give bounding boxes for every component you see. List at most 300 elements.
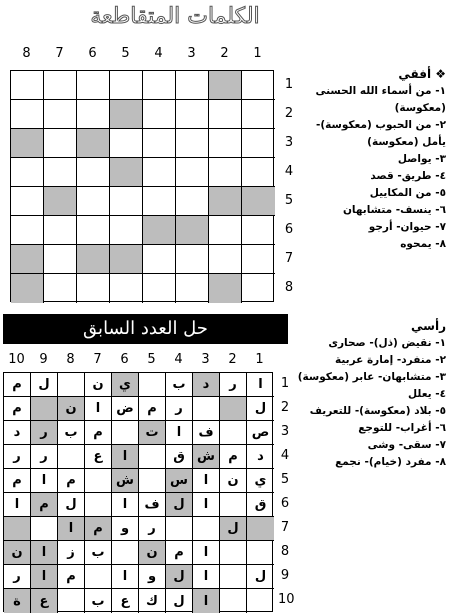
solution-letter: ن (65, 401, 77, 416)
row-number: 6 (280, 496, 290, 511)
grid-cell[interactable] (242, 100, 275, 129)
solution-letter: ق (173, 449, 185, 464)
grid-cell (139, 373, 166, 397)
black-cell (242, 187, 275, 216)
grid-cell (139, 469, 166, 493)
black-cell (209, 274, 242, 303)
grid-cell[interactable] (77, 187, 110, 216)
solution-grid (3, 372, 273, 612)
solution-letter: ة (13, 593, 21, 609)
solution-letter: ب (172, 377, 186, 392)
grid-cell[interactable] (209, 100, 242, 129)
grid-cell (166, 445, 193, 469)
solution-letter: ل (173, 497, 185, 512)
grid-cell (58, 469, 85, 493)
clue-item: ٢- منفرد- إمارة عربية (335, 354, 446, 366)
grid-cell (220, 469, 247, 493)
grid-cell (193, 421, 220, 445)
grid-cell[interactable] (143, 245, 176, 274)
grid-cell (112, 517, 139, 541)
grid-cell (247, 541, 274, 565)
row-number: 7 (284, 250, 294, 266)
grid-cell (247, 421, 274, 445)
column-number: 2 (220, 46, 229, 61)
grid-cell (166, 541, 193, 565)
puzzle-row-numbers (282, 70, 296, 302)
grid-cell (247, 397, 274, 421)
grid-cell (85, 541, 112, 565)
grid-cell (166, 397, 193, 421)
column-number: 6 (120, 352, 129, 367)
grid-cell[interactable] (176, 274, 209, 303)
grid-cell[interactable] (176, 245, 209, 274)
solution-letter: ر (13, 569, 21, 584)
grid-cell (58, 541, 85, 565)
black-cell (4, 517, 31, 541)
grid-cell (31, 469, 58, 493)
column-number: 8 (22, 46, 31, 61)
solution-letter: ا (41, 545, 47, 560)
solution-letter: ع (93, 449, 103, 464)
grid-cell[interactable] (176, 100, 209, 129)
grid-cell (31, 373, 58, 397)
solution-letter: ل (173, 593, 185, 609)
grid-cell (247, 445, 274, 469)
solution-letter: ا (203, 473, 209, 488)
solution-letter: ر (229, 377, 237, 392)
solution-letter: ن (227, 473, 239, 488)
black-cell (193, 373, 220, 397)
black-cell (4, 541, 31, 565)
solution-letter: ا (258, 377, 263, 392)
grid-cell[interactable] (110, 129, 143, 158)
across-heading-label: أفقي (398, 67, 432, 81)
solution-letter: ك (146, 593, 158, 609)
solution-letter: ا (95, 401, 101, 416)
clue-item: ٤- طريق- قصد (370, 170, 446, 182)
solution-letter: م (39, 497, 49, 512)
grid-cell (31, 517, 58, 541)
solution-letter: ر (13, 449, 21, 464)
solution-letter: ق (254, 497, 267, 512)
black-cell (220, 517, 247, 541)
black-cell (166, 469, 193, 493)
grid-cell (112, 589, 139, 613)
black-cell (44, 187, 77, 216)
grid-cell[interactable] (110, 274, 143, 303)
solution-row-numbers (278, 372, 295, 612)
grid-cell (4, 373, 31, 397)
grid-cell (85, 469, 112, 493)
grid-cell (139, 565, 166, 589)
grid-cell[interactable] (44, 158, 77, 187)
column-number: 2 (228, 352, 237, 367)
grid-cell (139, 445, 166, 469)
solution-letter: ا (122, 449, 128, 464)
grid-cell[interactable] (110, 216, 143, 245)
grid-cell[interactable] (44, 245, 77, 274)
solution-letter: ا (203, 593, 209, 609)
grid-cell[interactable] (143, 158, 176, 187)
column-number: 10 (8, 352, 25, 367)
grid-cell[interactable] (176, 187, 209, 216)
black-cell (209, 187, 242, 216)
grid-cell (247, 493, 274, 517)
solution-letter: ف (198, 425, 214, 440)
grid-cell (166, 373, 193, 397)
solution-letter: م (12, 473, 22, 488)
solution-letter: ل (65, 497, 77, 512)
clue-item: ٧- حيوان- أرجو (368, 221, 446, 233)
clue-item: ٦- ينسف- متشابهان (342, 204, 446, 216)
puzzle-grid[interactable] (10, 70, 274, 302)
grid-cell (112, 397, 139, 421)
grid-cell[interactable] (77, 274, 110, 303)
grid-cell (220, 373, 247, 397)
grid-cell (85, 493, 112, 517)
grid-cell[interactable] (77, 100, 110, 129)
black-cell (11, 274, 44, 303)
solution-letter: ص (251, 425, 270, 440)
solution-letter: ر (175, 401, 183, 416)
grid-cell[interactable] (143, 129, 176, 158)
black-cell (139, 421, 166, 445)
clue-item: ٨- مفرد (خيام)- نجمع (335, 456, 446, 468)
solution-letter: ف (144, 497, 160, 512)
grid-cell[interactable] (77, 158, 110, 187)
solution-letter: ا (203, 569, 209, 584)
clue-item: ٥- بلاد (معكوسة)- للتعريف (309, 405, 446, 417)
grid-cell (58, 589, 85, 613)
solution-letter: ب (91, 545, 105, 560)
solution-letter: ب (91, 593, 105, 609)
grid-cell[interactable] (11, 187, 44, 216)
grid-cell (247, 589, 274, 613)
solution-letter: ل (38, 377, 50, 392)
solution-letter: م (66, 569, 76, 584)
grid-cell (220, 445, 247, 469)
solution-letter: ا (203, 497, 209, 512)
grid-cell (4, 469, 31, 493)
grid-cell (139, 397, 166, 421)
grid-cell (85, 589, 112, 613)
grid-cell[interactable] (11, 216, 44, 245)
solution-letter: م (66, 473, 76, 488)
grid-cell (4, 493, 31, 517)
column-number: 7 (55, 46, 64, 61)
black-cell (85, 517, 112, 541)
black-cell (11, 129, 44, 158)
grid-cell (247, 373, 274, 397)
clue-item: ٥- من المكاييل (369, 187, 446, 199)
across-heading: ❖ أفقي (398, 67, 446, 81)
grid-cell[interactable] (242, 129, 275, 158)
solution-column-numbers (3, 352, 267, 368)
grid-cell (85, 397, 112, 421)
solution-letter: ا (203, 545, 209, 560)
grid-cell[interactable] (44, 274, 77, 303)
solution-letter: س (170, 473, 188, 488)
solution-letter: ا (122, 569, 128, 584)
grid-cell[interactable] (44, 129, 77, 158)
grid-cell[interactable] (110, 187, 143, 216)
grid-cell[interactable] (143, 71, 176, 100)
grid-cell[interactable] (11, 100, 44, 129)
black-cell (166, 565, 193, 589)
black-cell (31, 493, 58, 517)
grid-cell[interactable] (77, 71, 110, 100)
solution-letter: ب (64, 425, 78, 440)
grid-cell (220, 493, 247, 517)
grid-cell (220, 589, 247, 613)
row-number: 7 (280, 520, 290, 535)
solution-letter: ز (67, 545, 75, 560)
solution-letter: ش (197, 449, 215, 464)
clue-item: ٧- سقى- وشى (367, 439, 446, 451)
solution-letter: ا (68, 521, 74, 536)
grid-cell (4, 445, 31, 469)
grid-cell (166, 589, 193, 613)
solution-letter: ا (176, 425, 182, 440)
black-cell (77, 129, 110, 158)
row-number: 3 (284, 134, 294, 150)
solution-letter: م (228, 449, 238, 464)
grid-cell[interactable] (11, 71, 44, 100)
grid-cell (193, 493, 220, 517)
grid-cell[interactable] (209, 158, 242, 187)
solution-letter: ن (11, 545, 23, 560)
column-number: 4 (154, 46, 163, 61)
grid-cell[interactable] (143, 100, 176, 129)
solution-letter: ي (254, 473, 267, 488)
grid-cell[interactable] (242, 274, 275, 303)
solution-title: حل العدد السابق (3, 314, 288, 344)
grid-cell (220, 565, 247, 589)
row-number: 2 (284, 105, 294, 121)
solution-letter: ل (254, 401, 267, 416)
solution-letter: ن (146, 545, 158, 560)
grid-cell (139, 493, 166, 517)
solution-letter: ل (173, 569, 185, 584)
solution-letter: ا (122, 497, 128, 512)
grid-cell (85, 565, 112, 589)
black-cell (176, 216, 209, 245)
column-number: 4 (174, 352, 183, 367)
grid-cell (193, 397, 220, 421)
grid-cell (112, 421, 139, 445)
grid-cell[interactable] (143, 187, 176, 216)
solution-letter: ر (148, 521, 156, 536)
black-cell (31, 421, 58, 445)
solution-letter: ا (41, 473, 47, 488)
black-cell (31, 589, 58, 613)
grid-cell (31, 445, 58, 469)
puzzle-column-numbers (10, 46, 266, 62)
grid-cell[interactable] (242, 245, 275, 274)
column-number: 5 (121, 46, 130, 61)
black-cell (11, 245, 44, 274)
black-cell (166, 493, 193, 517)
solution-letter: ت (145, 425, 159, 440)
grid-cell[interactable] (110, 71, 143, 100)
grid-cell[interactable] (77, 216, 110, 245)
solution-letter: ا (14, 497, 20, 512)
black-cell (58, 517, 85, 541)
row-number: 4 (280, 448, 290, 463)
solution-letter: ض (116, 401, 134, 416)
grid-cell[interactable] (209, 216, 242, 245)
grid-cell (58, 493, 85, 517)
row-number: 9 (280, 568, 290, 583)
grid-cell (112, 493, 139, 517)
black-cell (112, 445, 139, 469)
row-number: 3 (280, 424, 290, 439)
column-number: 3 (187, 46, 196, 61)
grid-cell[interactable] (11, 158, 44, 187)
grid-cell (85, 373, 112, 397)
grid-cell[interactable] (209, 129, 242, 158)
down-heading: رأسي (411, 319, 446, 333)
clue-item: ٨- يمحوه (400, 238, 446, 250)
column-number: 5 (147, 352, 156, 367)
black-cell (193, 445, 220, 469)
clue-item: ٤- يعلل (408, 388, 446, 400)
solution-letter: ع (39, 593, 49, 609)
grid-cell (220, 421, 247, 445)
black-cell (209, 71, 242, 100)
black-cell (31, 541, 58, 565)
grid-cell (193, 565, 220, 589)
column-number: 3 (201, 352, 210, 367)
row-number: 5 (284, 192, 294, 208)
black-cell (31, 565, 58, 589)
solution-letter: ل (227, 521, 239, 536)
grid-cell (85, 421, 112, 445)
clue-item: ٦- أغراب- للتوجع (358, 422, 446, 434)
solution-letter: م (174, 545, 184, 560)
grid-cell (58, 445, 85, 469)
solution-letter: م (93, 425, 103, 440)
grid-cell[interactable] (242, 71, 275, 100)
grid-cell (139, 517, 166, 541)
column-number: 1 (253, 46, 262, 61)
column-number: 8 (66, 352, 75, 367)
black-cell (58, 397, 85, 421)
across-clues (298, 66, 446, 253)
grid-cell (85, 445, 112, 469)
grid-cell (166, 421, 193, 445)
black-cell (139, 541, 166, 565)
grid-cell[interactable] (176, 71, 209, 100)
row-number: 1 (280, 376, 290, 391)
row-number: 8 (284, 279, 294, 295)
grid-cell[interactable] (143, 274, 176, 303)
solution-letter: ا (41, 569, 47, 584)
clue-item: ٣- يواصل (397, 153, 446, 165)
black-cell (110, 100, 143, 129)
solution-letter: ن (92, 377, 104, 392)
grid-cell[interactable] (176, 158, 209, 187)
black-cell (4, 589, 31, 613)
column-number: 6 (88, 46, 97, 61)
grid-cell[interactable] (176, 129, 209, 158)
grid-cell (193, 541, 220, 565)
solution-letter: م (12, 401, 22, 416)
grid-cell (4, 397, 31, 421)
black-cell (31, 397, 58, 421)
row-number: 10 (278, 592, 295, 607)
grid-cell (58, 565, 85, 589)
grid-cell (58, 421, 85, 445)
column-number: 7 (93, 352, 102, 367)
grid-cell (4, 421, 31, 445)
row-number: 8 (280, 544, 290, 559)
solution-letter: ع (120, 593, 130, 609)
grid-cell (166, 517, 193, 541)
row-number: 1 (284, 76, 294, 92)
clue-item: ١- نقيض (ذل)- صحارى (328, 337, 446, 349)
clue-item: ٢- من الحبوب (معكوسة)- يأمل (معكوسة) (316, 119, 446, 148)
black-cell (112, 469, 139, 493)
solution-letter: م (93, 521, 103, 536)
grid-cell (247, 565, 274, 589)
grid-cell (112, 565, 139, 589)
row-number: 6 (284, 221, 294, 237)
solution-letter: ش (116, 473, 134, 488)
black-cell (220, 397, 247, 421)
clue-item: ٣- متشابهان- عابر (معكوسة) (297, 371, 446, 383)
grid-cell[interactable] (44, 100, 77, 129)
grid-cell[interactable] (242, 158, 275, 187)
grid-cell[interactable] (44, 71, 77, 100)
black-cell (247, 517, 274, 541)
puzzle-title: الكلمات المتقاطعة (90, 4, 260, 29)
grid-cell[interactable] (242, 216, 275, 245)
grid-cell (193, 469, 220, 493)
solution-letter: ل (254, 569, 267, 584)
solution-letter: م (147, 401, 157, 416)
solution-letter: و (120, 521, 130, 536)
black-cell (110, 158, 143, 187)
solution-letter: د (13, 425, 21, 440)
black-cell (112, 373, 139, 397)
column-number: 1 (255, 352, 264, 367)
grid-cell[interactable] (44, 216, 77, 245)
grid-cell[interactable] (209, 245, 242, 274)
solution-letter: ي (119, 377, 131, 392)
column-number: 9 (39, 352, 48, 367)
grid-cell (58, 373, 85, 397)
clue-item: ١- من أسماء الله الحسنى (معكوسة) (315, 85, 446, 114)
solution-letter: ر (40, 449, 48, 464)
black-cell (77, 245, 110, 274)
grid-cell (247, 469, 274, 493)
row-number: 5 (280, 472, 290, 487)
grid-cell (220, 541, 247, 565)
grid-cell (4, 565, 31, 589)
grid-cell (139, 589, 166, 613)
solution-letter: د (202, 377, 210, 392)
black-cell (110, 245, 143, 274)
solution-letter: م (12, 377, 22, 392)
solution-letter: د (257, 449, 264, 464)
solution-letter: و (147, 569, 157, 584)
grid-cell (112, 541, 139, 565)
grid-cell (193, 517, 220, 541)
black-cell (193, 589, 220, 613)
solution-letter: ر (40, 425, 48, 440)
row-number: 2 (280, 400, 290, 415)
